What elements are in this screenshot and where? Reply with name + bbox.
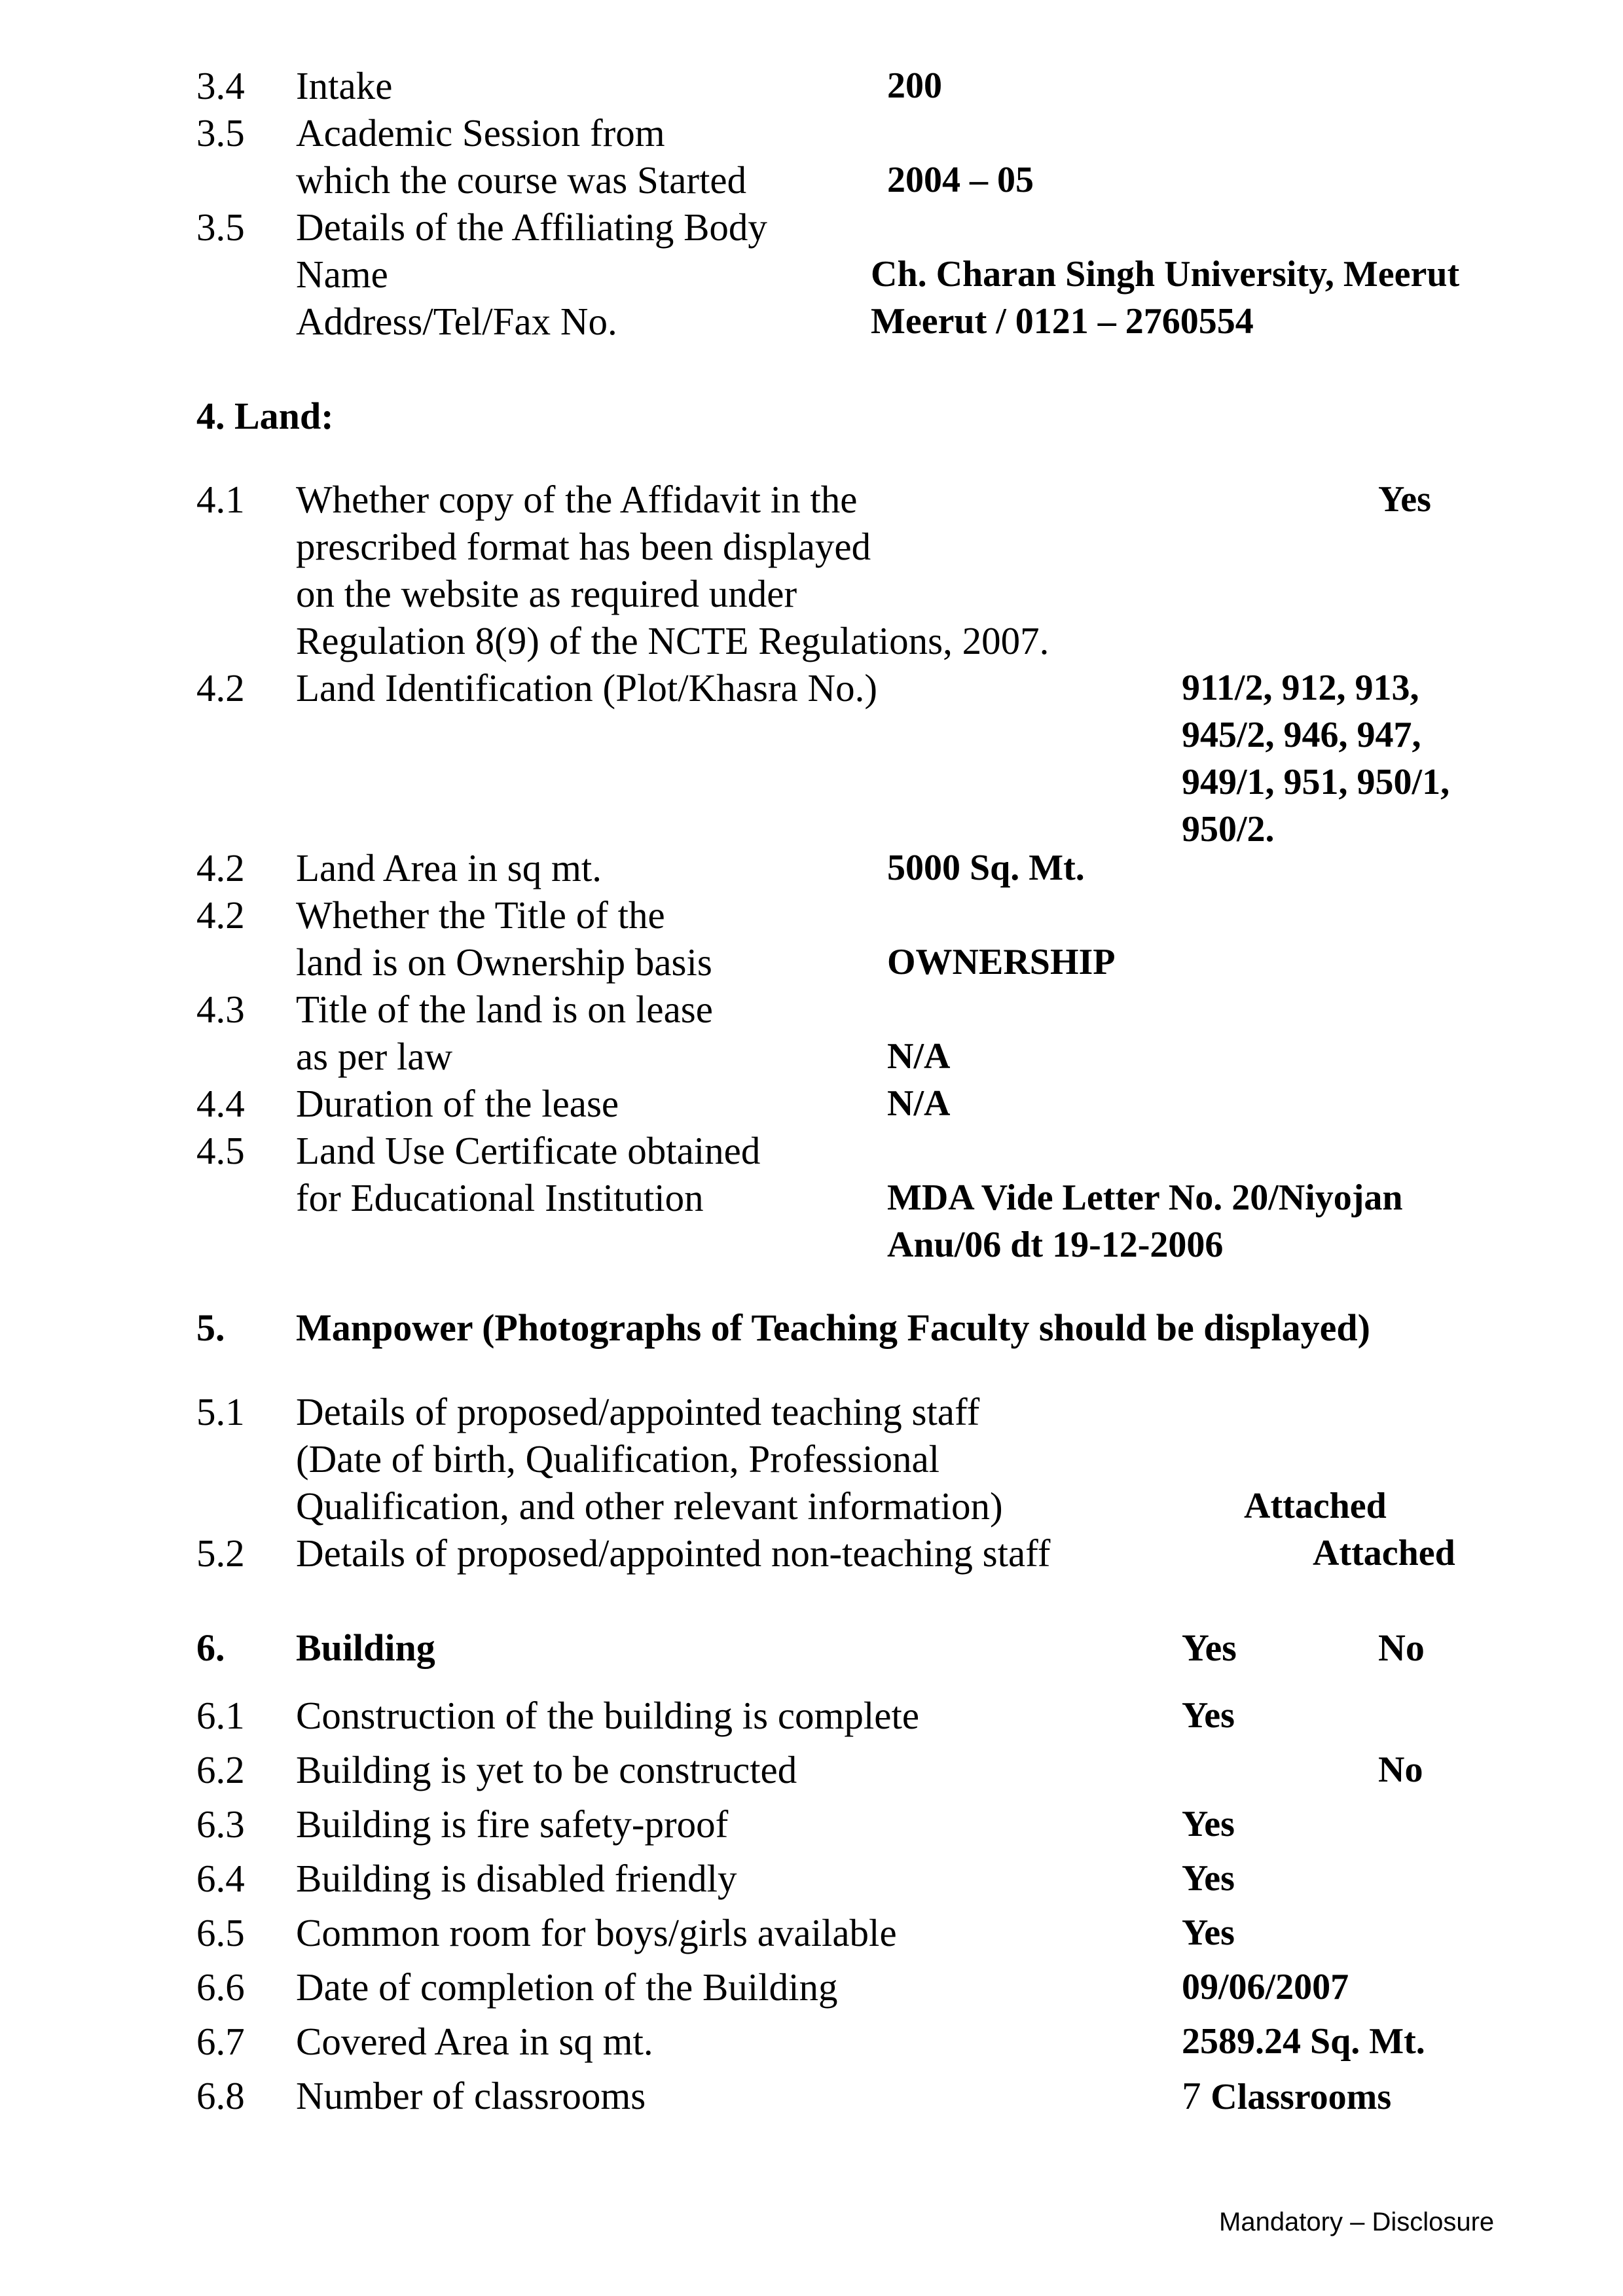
land-identification-value: 949/1, 951, 950/1, bbox=[1182, 762, 1450, 802]
building-row-value: Yes bbox=[1182, 1912, 1235, 1953]
building-row-label: Building is fire safety-proof bbox=[296, 1803, 729, 1846]
affidavit-label-line1: Whether copy of the Affidavit in the bbox=[296, 478, 858, 521]
land-identification-value: 950/2. bbox=[1182, 809, 1275, 850]
classroom-unit: Classrooms bbox=[1211, 2077, 1392, 2117]
affidavit-value: Yes bbox=[1378, 479, 1431, 520]
building-row-label: Date of completion of the Building bbox=[296, 1965, 838, 2009]
title-label-line1: Whether the Title of the bbox=[296, 893, 665, 937]
session-label-line2: which the course was Started bbox=[296, 158, 747, 202]
item-number: 3.5 bbox=[196, 206, 245, 249]
section-heading-manpower: Manpower (Photographs of Teaching Faculty should be displayed) bbox=[296, 1306, 1370, 1349]
building-row-label: Covered Area in sq mt. bbox=[296, 2020, 653, 2063]
title-label-line2: land is on Ownership basis bbox=[296, 941, 712, 984]
building-row-label: Building is disabled friendly bbox=[296, 1857, 737, 1900]
lease-label-line1: Title of the land is on lease bbox=[296, 988, 713, 1031]
page-footer: Mandatory – Disclosure bbox=[1219, 2208, 1495, 2236]
lease-label-line2: as per law bbox=[296, 1035, 453, 1078]
lease-value: N/A bbox=[887, 1036, 951, 1077]
item-number: 4.1 bbox=[196, 478, 245, 521]
item-number: 4.2 bbox=[196, 846, 245, 889]
land-identification-label: Land Identification (Plot/Khasra No.) bbox=[296, 666, 878, 709]
non-teaching-staff-value: Attached bbox=[1313, 1533, 1455, 1573]
address-value: Meerut / 0121 – 2760554 bbox=[871, 301, 1254, 342]
item-number: 6.2 bbox=[196, 1748, 245, 1791]
building-row-label: Construction of the building is complete bbox=[296, 1694, 920, 1737]
section-number: 6. bbox=[196, 1626, 225, 1669]
affidavit-label-line2: prescribed format has been displayed bbox=[296, 525, 871, 568]
building-row-value: Yes bbox=[1182, 1858, 1235, 1899]
teaching-staff-label-line2: (Date of birth, Qualification, Professional bbox=[296, 1437, 940, 1480]
building-row-label: Number of classrooms bbox=[296, 2074, 646, 2117]
item-number: 6.6 bbox=[196, 1965, 245, 2009]
item-number: 5.2 bbox=[196, 1532, 245, 1575]
session-value: 2004 – 05 bbox=[887, 160, 1034, 200]
building-row-value: Yes bbox=[1182, 1804, 1235, 1844]
building-row-value: No bbox=[1378, 1749, 1423, 1790]
item-number: 4.4 bbox=[196, 1082, 245, 1125]
affiliating-name-label: Name bbox=[296, 253, 388, 296]
column-header-no: No bbox=[1378, 1626, 1425, 1669]
item-number: 3.5 bbox=[196, 111, 245, 154]
land-use-label-line2: for Educational Institution bbox=[296, 1176, 704, 1219]
land-use-value-line1: MDA Vide Letter No. 20/Niyojan bbox=[887, 1177, 1403, 1218]
item-number: 6.5 bbox=[196, 1911, 245, 1954]
section-number: 5. bbox=[196, 1306, 225, 1349]
item-number: 5.1 bbox=[196, 1390, 245, 1433]
affiliating-name-value: Ch. Charan Singh University, Meerut bbox=[871, 254, 1460, 295]
building-row-value: Yes bbox=[1182, 1695, 1235, 1736]
affiliating-body-label: Details of the Affiliating Body bbox=[296, 206, 767, 249]
land-use-label-line1: Land Use Certificate obtained bbox=[296, 1129, 761, 1172]
land-identification-value: 945/2, 946, 947, bbox=[1182, 715, 1421, 755]
item-number: 4.3 bbox=[196, 988, 245, 1031]
section-heading-land: 4. Land: bbox=[196, 395, 334, 437]
teaching-staff-label-line1: Details of proposed/appointed teaching staff bbox=[296, 1390, 980, 1433]
item-number: 6.7 bbox=[196, 2020, 245, 2063]
lease-duration-value: N/A bbox=[887, 1083, 951, 1124]
item-number: 6.8 bbox=[196, 2074, 245, 2117]
intake-label: Intake bbox=[296, 64, 393, 107]
address-label: Address/Tel/Fax No. bbox=[296, 300, 617, 343]
item-number: 4.2 bbox=[196, 666, 245, 709]
classroom-count: 7 bbox=[1182, 2074, 1201, 2117]
lease-duration-label: Duration of the lease bbox=[296, 1082, 619, 1125]
item-number: 6.3 bbox=[196, 1803, 245, 1846]
building-row-value: 09/06/2007 bbox=[1182, 1967, 1349, 2007]
teaching-staff-value: Attached bbox=[1244, 1486, 1387, 1526]
section-heading-building: Building bbox=[296, 1626, 435, 1669]
column-header-yes: Yes bbox=[1182, 1626, 1237, 1669]
building-row-label: Building is yet to be constructed bbox=[296, 1748, 797, 1791]
building-row-value: 2589.24 Sq. Mt. bbox=[1182, 2021, 1425, 2062]
non-teaching-staff-label: Details of proposed/appointed non-teaching staff bbox=[296, 1532, 1051, 1575]
building-row-label: Common room for boys/girls available bbox=[296, 1911, 897, 1954]
building-row-value bbox=[1182, 2072, 1391, 2121]
item-number: 4.5 bbox=[196, 1129, 245, 1172]
land-use-value-line2: Anu/06 dt 19-12-2006 bbox=[887, 1225, 1224, 1265]
session-label-line1: Academic Session from bbox=[296, 111, 665, 154]
item-number: 6.4 bbox=[196, 1857, 245, 1900]
affidavit-label-line4: Regulation 8(9) of the NCTE Regulations, 2007. bbox=[296, 619, 1049, 662]
teaching-staff-label-line3: Qualification, and other relevant information) bbox=[296, 1484, 1003, 1528]
land-area-value: 5000 Sq. Mt. bbox=[887, 848, 1085, 888]
item-number: 3.4 bbox=[196, 64, 245, 107]
intake-value: 200 bbox=[887, 65, 942, 106]
item-number: 6.1 bbox=[196, 1694, 245, 1737]
title-value: OWNERSHIP bbox=[887, 942, 1116, 982]
land-identification-value: 911/2, 912, 913, bbox=[1182, 668, 1419, 708]
affidavit-label-line3: on the website as required under bbox=[296, 572, 797, 615]
item-number: 4.2 bbox=[196, 893, 245, 937]
land-area-label: Land Area in sq mt. bbox=[296, 846, 602, 889]
